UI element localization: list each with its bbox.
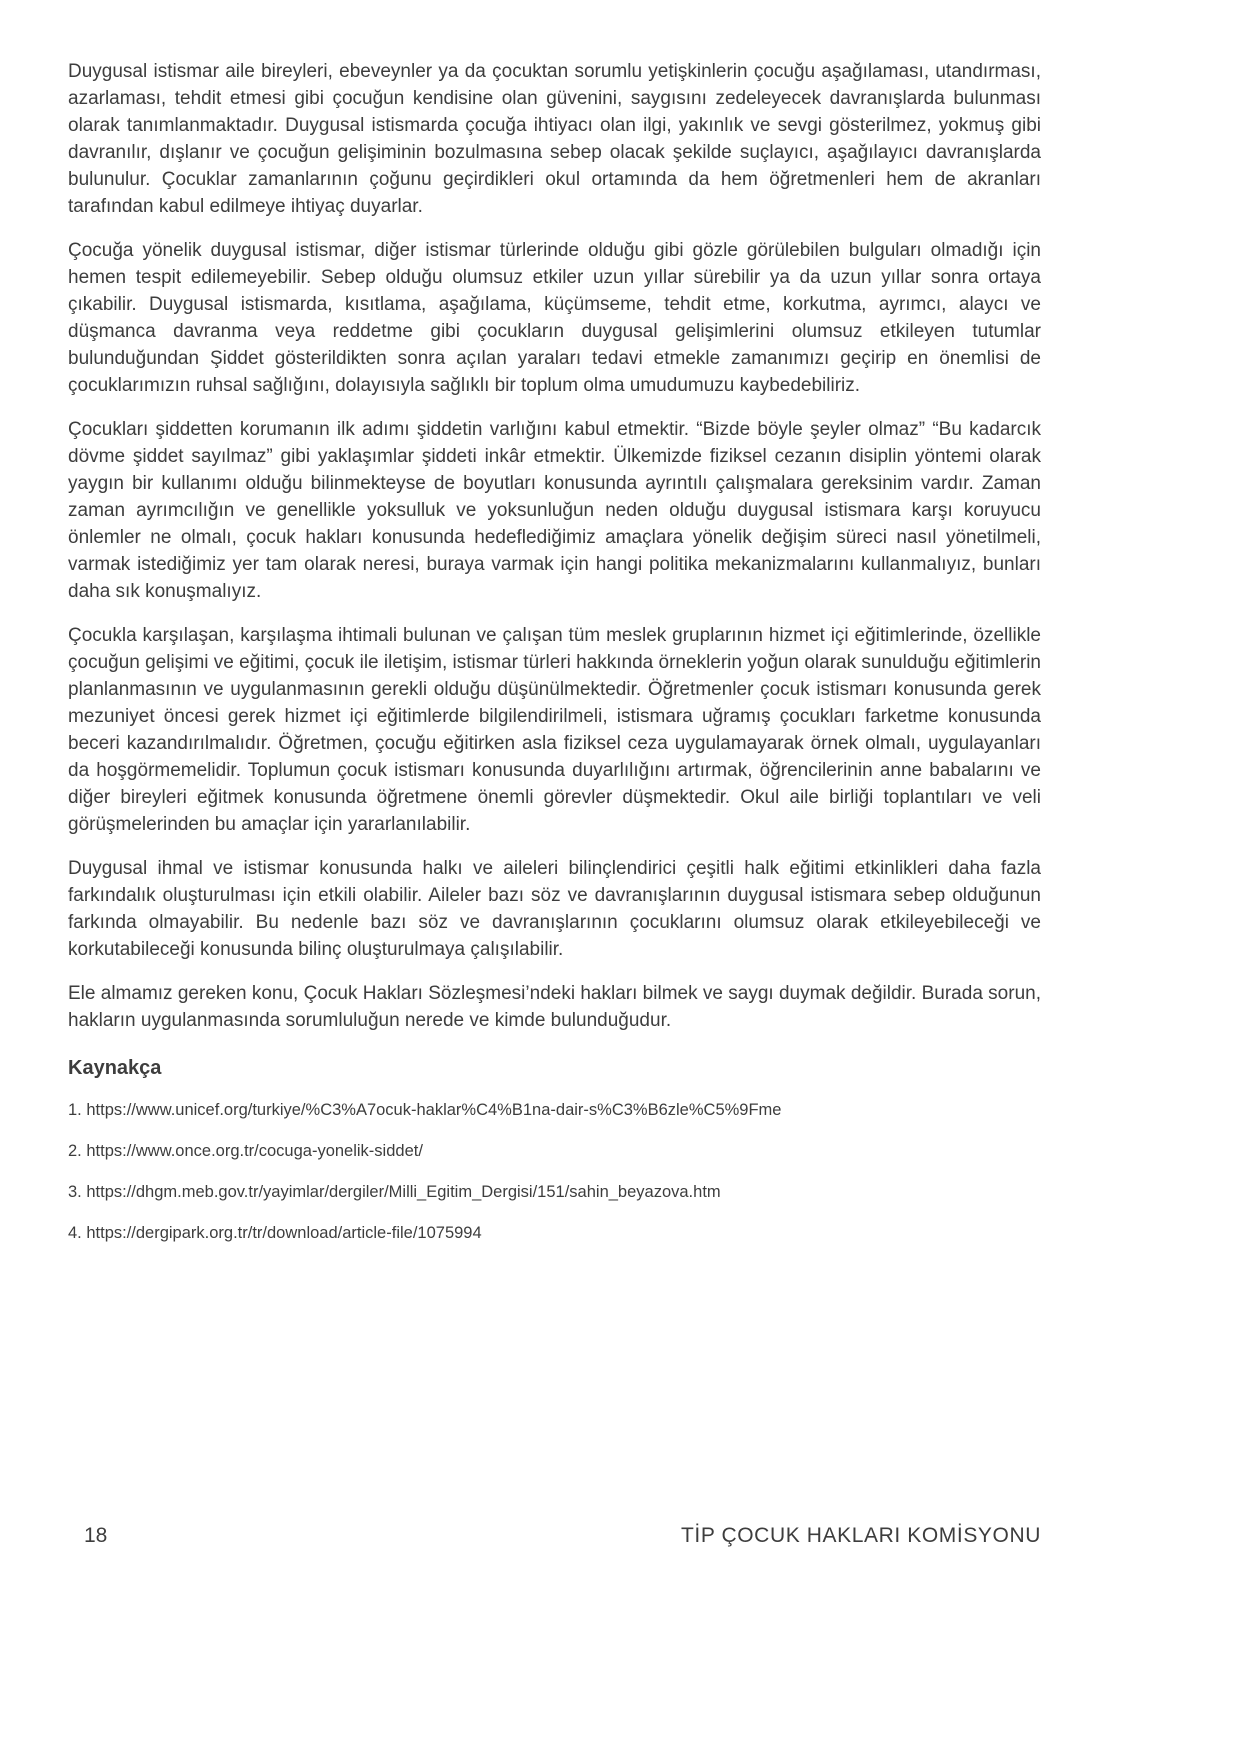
references-heading: Kaynakça: [68, 1057, 162, 1079]
page-number: 18: [84, 1524, 108, 1547]
reference-item: 1. https://www.unicef.org/turkiye/%C3%A7ocuk-haklar%C4%B1na-dair-s%C3%B6zle%C5%9Fme: [68, 1101, 782, 1119]
body-paragraph: Çocukla karşılaşan, karşılaşma ihtimali bulunan ve çalışan tüm meslek gruplarının hizmet içi eğitimlerinde, özellikle çocuğun gelişimi ve eğitimi, çocuk ile iletişim, istismar türleri hakkında örneklerin yoğun olarak sunulduğu eğitimlerin planlanmasının ve uygulanmasının gerekli olduğu düşünülmektedir. Öğretmenler çocuk istismarı konusunda gerek mezuniyet öncesi gerek hizmet içi eğitimlerde bilgilendirilmeli, istismara uğramış çocukları farketme konusunda beceri kazandırılmalıdır. Öğretmen, çocuğu eğitirken asla fiziksel ceza uygulamayarak örnek olmalı, uygulayanları da hoşgörmemelidir. Toplumun çocuk istismarı konusunda duyarlılığını artırmak, öğrencilerinin anne babalarını ve diğer bireyleri eğitmek konusunda öğretmene önemli görevler düşmektedir. Okul aile birliği toplantıları ve veli görüşmelerinden bu amaçlar için yararlanılabilir.: [68, 625, 1041, 835]
body-text: [68, 58, 1041, 1051]
reference-item: 4. https://dergipark.org.tr/tr/download/article-file/1075994: [68, 1224, 482, 1242]
reference-item: 3. https://dhgm.meb.gov.tr/yayimlar/dergiler/Milli_Egitim_Dergisi/151/sahin_beyazova.htm: [68, 1183, 721, 1201]
reference-item: 2. https://www.once.org.tr/cocuga-yonelik-siddet/: [68, 1142, 423, 1160]
page-footer: [68, 1524, 1041, 1548]
footer-title: TİP ÇOCUK HAKLARI KOMİSYONU: [680, 1524, 1041, 1547]
body-paragraph: Duygusal istismar aile bireyleri, ebeveynler ya da çocuktan sorumlu yetişkinlerin çocuğu aşağılaması, utandırması, azarlaması, tehdit etmesi gibi çocuğun kendisine olan güvenini, saygısını zedeleyecek davranışlarda bulunması olarak tanımlanmaktadır. Duygusal istismarda çocuğa ihtiyacı olan ilgi, yakınlık ve sevgi gösterilmez, yokmuş gibi davranılır, dışlanır ve çocuğun gelişiminin bozulmasına sebep olacak şekilde suçlayıcı, aşağılayıcı davranışlarda bulunulur. Çocuklar zamanlarının çoğunu geçirdikleri okul ortamında da hem öğretmenleri hem de akranları tarafından kabul edilmeye ihtiyaç duyarlar.: [68, 61, 1041, 217]
references-list: [68, 1100, 1041, 1264]
body-paragraph: Çocuğa yönelik duygusal istismar, diğer istismar türlerinde olduğu gibi gözle görülebilen bulguları olmadığı için hemen tespit edilemeyebilir. Sebep olduğu olumsuz etkiler uzun yıllar sürebilir ya da uzun yıllar sonra ortaya çıkabilir. Duygusal istismarda, kısıtlama, aşağılama, küçümseme, tehdit etme, korkutma, ayrımcı, alaycı ve düşmanca davranma veya reddetme gibi çocukların duygusal gelişimlerini olumsuz etkileyen tutumlar bulunduğundan Şiddet gösterildikten sonra açılan yaraları tedavi etmekle zamanımızı geçirip en önemlisi de çocuklarımızın ruhsal sağlığını, dolayısıyla sağlıklı bir toplum olma umudumuzu kaybedebiliriz.: [68, 240, 1041, 396]
body-paragraph: Çocukları şiddetten korumanın ilk adımı şiddetin varlığını kabul etmektir. “Bizde böyle şeyler olmaz” “Bu kadarcık dövme şiddet sayılmaz” gibi yaklaşımlar şiddeti inkâr etmektir. Ülkemizde fiziksel cezanın disiplin yöntemi olarak yaygın bir kullanımı olduğu bilinmekteyse de boyutları konusunda ayrıntılı çalışmalara gereksinim vardır. Zaman zaman ayrımcılığın ve genellikle yoksulluk ve yoksunluğun neden olduğu duygusal istismara karşı koruyucu önlemler ne olmalı, çocuk hakları konusunda hedeflediğimiz amaçlara yönelik değişim süreci nasıl yönetilmeli, varmak istediğimiz yer tam olarak neresi, buraya varmak için hangi politika mekanizmalarını kullanmalıyız, bunları daha sık konuşmalıyız.: [68, 419, 1041, 602]
body-paragraph: Duygusal ihmal ve istismar konusunda halkı ve aileleri bilinçlendirici çeşitli halk eğitimi etkinlikleri daha fazla farkındalık oluşturulması için etkili olabilir. Aileler bazı söz ve davranışlarının duygusal istismara sebep olduğunun farkında olmayabilir. Bu nedenle bazı söz ve davranışlarının çocuklarını olumsuz olarak etkileyebileceği ve korkutabileceği konusunda bilinç oluşturulmaya çalışılabilir.: [68, 858, 1041, 960]
body-paragraph: Ele almamız gereken konu, Çocuk Hakları Sözleşmesi’ndeki hakları bilmek ve saygı duymak değildir. Burada sorun, hakların uygulanmasında sorumluluğun nerede ve kimde bulunduğudur.: [68, 983, 1041, 1031]
